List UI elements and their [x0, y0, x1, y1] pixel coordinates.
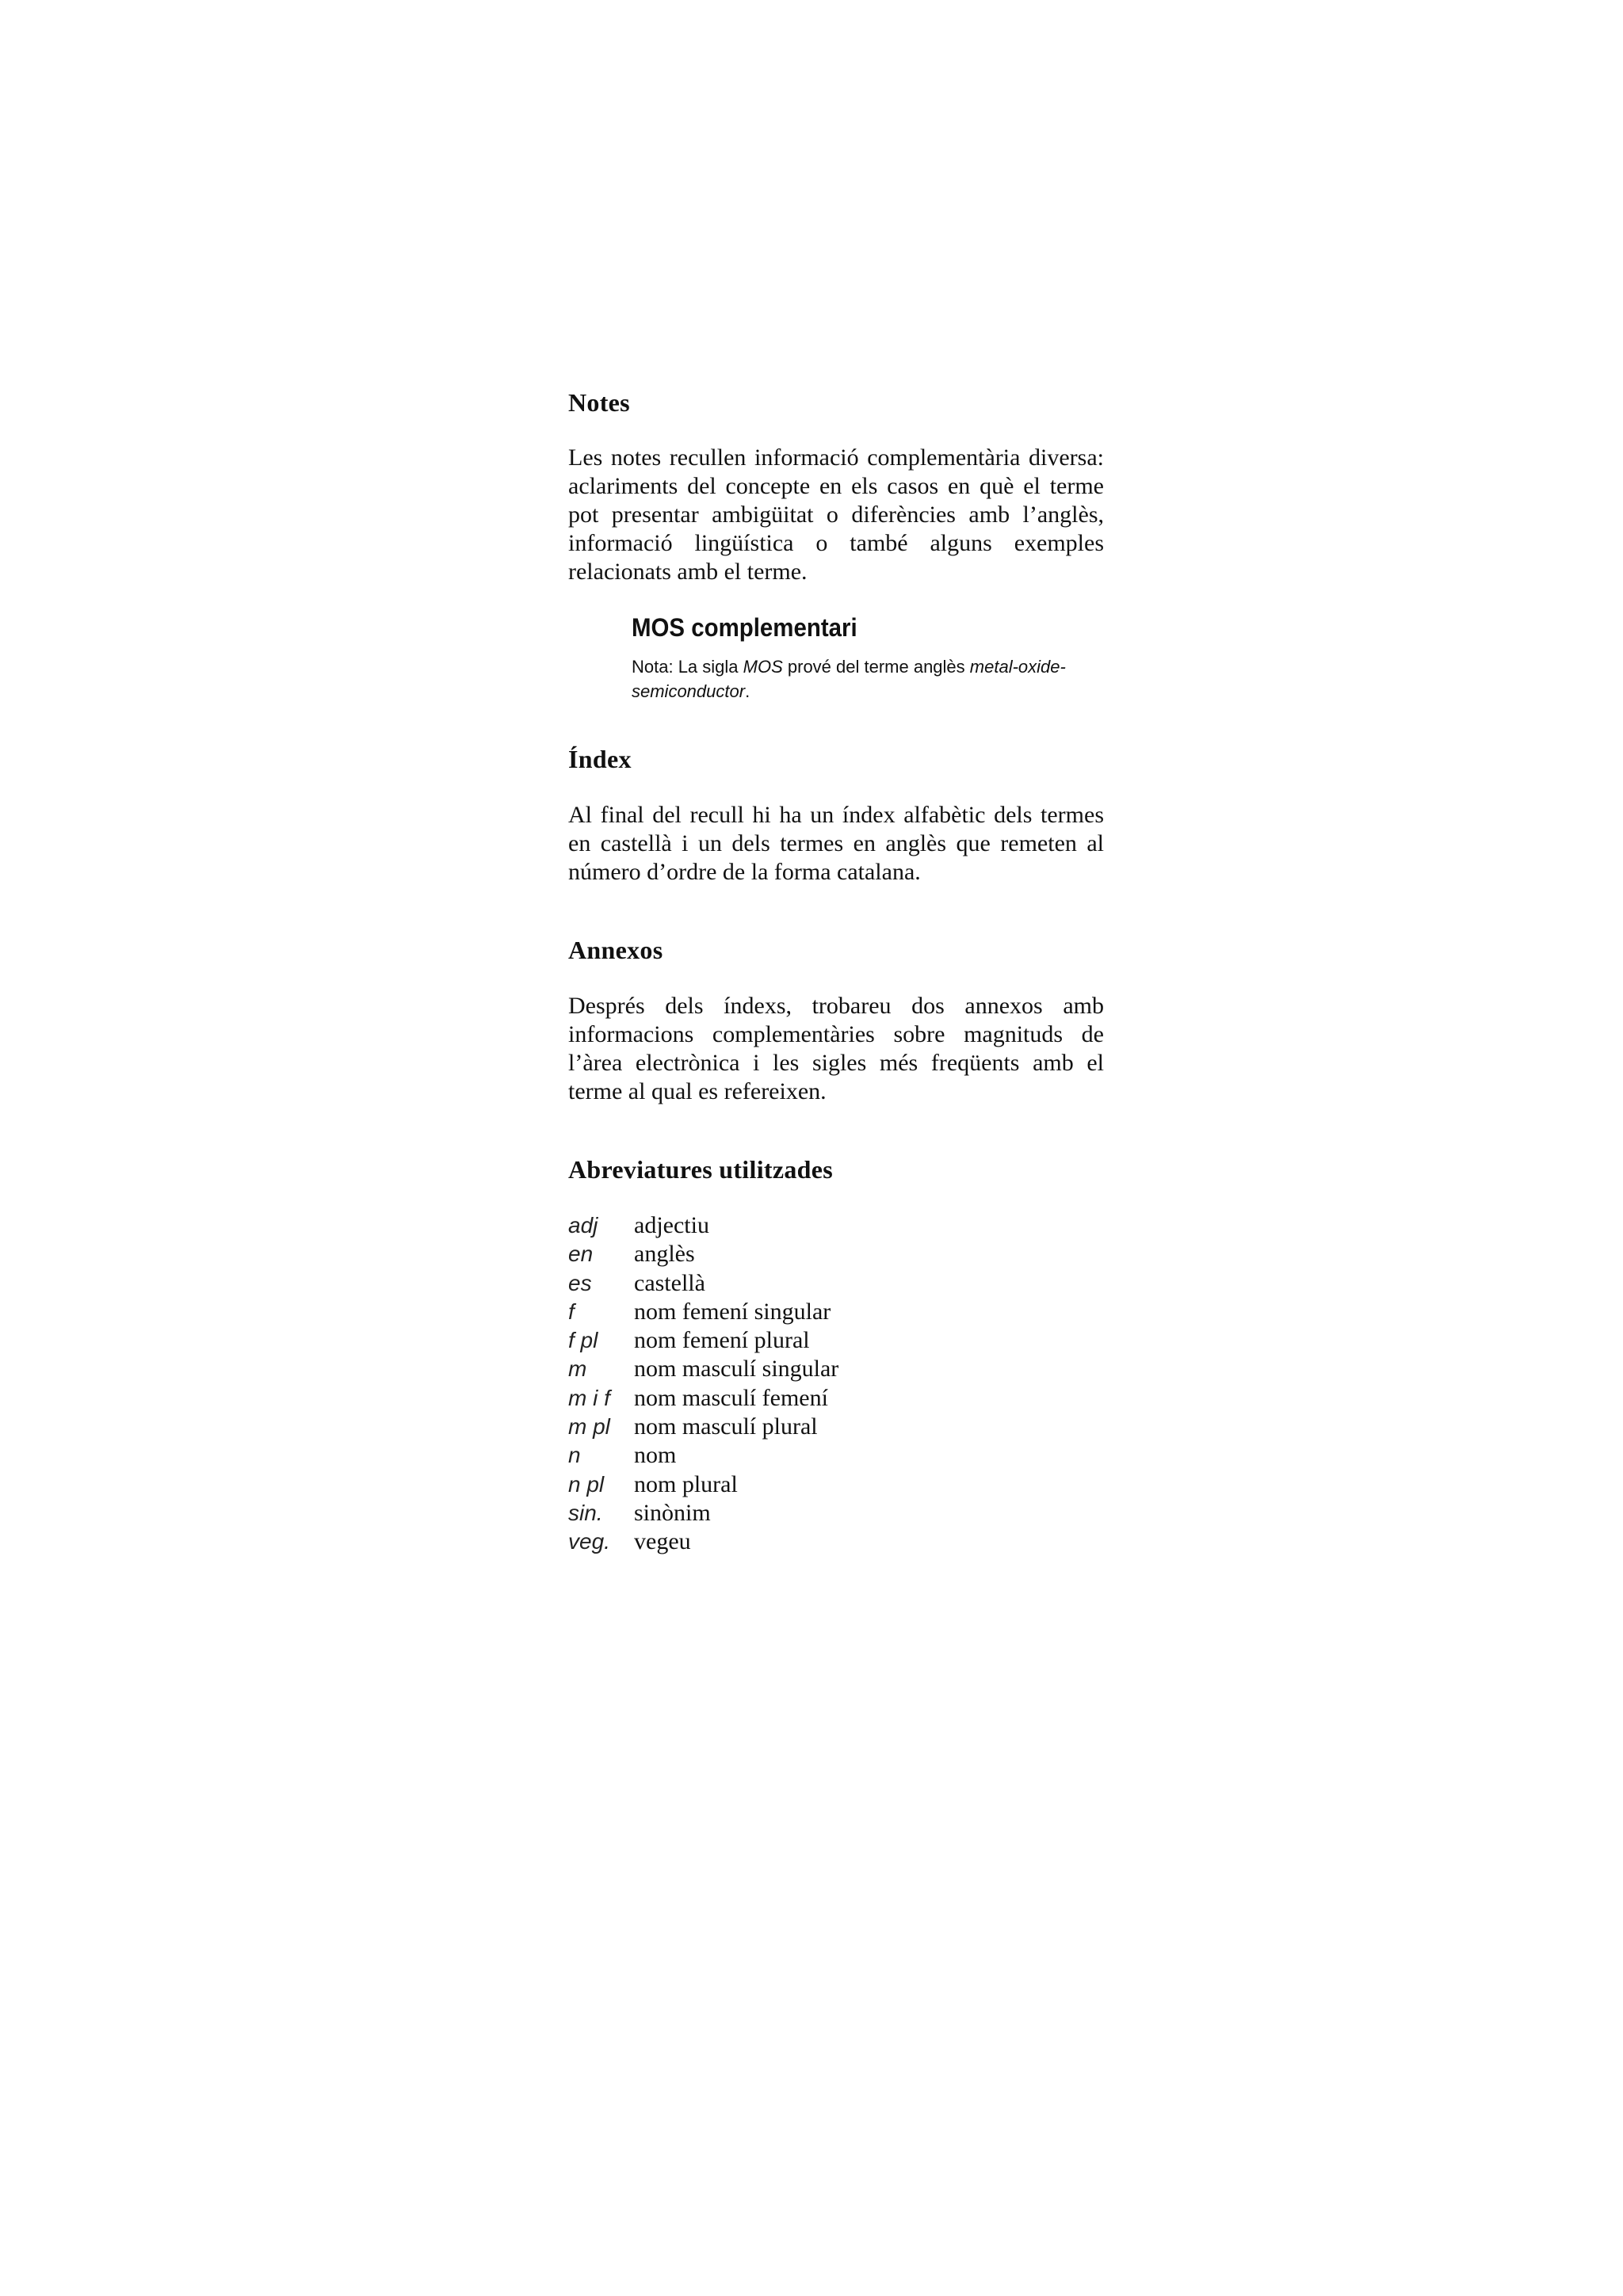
abbreviation-row: [568, 1355, 1104, 1383]
section-heading-annexos: Annexos: [568, 936, 663, 964]
abbreviation-meaning: castellà: [634, 1269, 705, 1296]
abbreviation-meaning: anglès: [634, 1241, 695, 1268]
abbreviation-row: [568, 1211, 1104, 1240]
index-paragraph: Al final del recull hi ha un índex alfabètic dels termes en castellà i un dels termes en anglès que remeten al número d’ordre de la forma catalana.: [568, 802, 1104, 885]
abbreviation-row: [568, 1499, 1104, 1527]
abbreviation-key: n pl: [568, 1471, 605, 1497]
abbreviation-row: [568, 1384, 1104, 1413]
example-note-prefix: Nota: La sigla: [632, 657, 743, 677]
section-heading-notes: Notes: [568, 388, 630, 417]
abbreviation-row: [568, 1298, 1104, 1326]
notes-paragraph: Les notes recullen informació complementària diversa: aclariments del concepte en els casos en què el terme pot presentar ambigüitat o diferències amb l’anglès, informació lingüística o també alguns exemples relacionats amb el terme.: [568, 444, 1104, 585]
abbreviation-meaning: nom masculí plural: [634, 1413, 818, 1440]
abbreviation-row: [568, 1240, 1104, 1268]
abbreviation-meaning: nom: [634, 1442, 677, 1469]
abbreviation-meaning: vegeu: [634, 1528, 691, 1555]
example-note: [632, 654, 1075, 704]
abbreviation-row: [568, 1413, 1104, 1441]
abbreviation-row: [568, 1326, 1104, 1355]
abbreviation-meaning: nom femení plural: [634, 1327, 810, 1354]
example-term: MOS complementari: [632, 613, 857, 642]
abbreviation-key: m i f: [568, 1385, 610, 1410]
example-note-origin: metal-oxide-semiconductor: [632, 657, 1066, 701]
abbreviation-meaning: nom femení singular: [634, 1298, 831, 1325]
abbreviation-key: es: [568, 1270, 592, 1295]
abbreviation-key: m pl: [568, 1414, 610, 1440]
abbreviation-meaning: nom masculí femení: [634, 1384, 828, 1411]
abbreviation-list: [568, 1211, 1104, 1557]
abbreviation-row: [568, 1470, 1104, 1499]
abbreviation-row: [568, 1441, 1104, 1470]
abbreviation-key: f pl: [568, 1328, 598, 1353]
example-note-sigla: MOS: [743, 657, 783, 677]
abbreviation-key: m: [568, 1356, 587, 1382]
abbreviation-key: sin.: [568, 1500, 603, 1525]
abbreviation-meaning: adjectiu: [634, 1212, 709, 1238]
abbreviation-row: [568, 1269, 1104, 1298]
abbreviation-key: adj: [568, 1213, 598, 1238]
page-column: [568, 387, 1104, 1557]
abbreviation-meaning: nom plural: [634, 1470, 738, 1497]
section-heading-index: Índex: [568, 745, 632, 773]
annexos-paragraph: Després dels índexs, trobareu dos annexos amb informacions complementàries sobre magnituds de l’àrea electrònica i les sigles més freqüents amb el terme al qual es refereixen.: [568, 993, 1104, 1104]
example-note-end: .: [745, 681, 750, 701]
abbreviation-meaning: sinònim: [634, 1499, 711, 1526]
abbreviation-row: [568, 1527, 1104, 1556]
abbreviation-key: veg.: [568, 1529, 610, 1554]
abbreviation-key: en: [568, 1241, 594, 1267]
example-entry: [632, 612, 1104, 704]
example-note-mid: prové del terme anglès: [782, 657, 970, 677]
abbreviation-key: f: [568, 1299, 575, 1324]
section-heading-abbreviations: Abreviatures utilitzades: [568, 1155, 833, 1184]
abbreviation-meaning: nom masculí singular: [634, 1356, 839, 1383]
abbreviation-key: n: [568, 1443, 581, 1468]
